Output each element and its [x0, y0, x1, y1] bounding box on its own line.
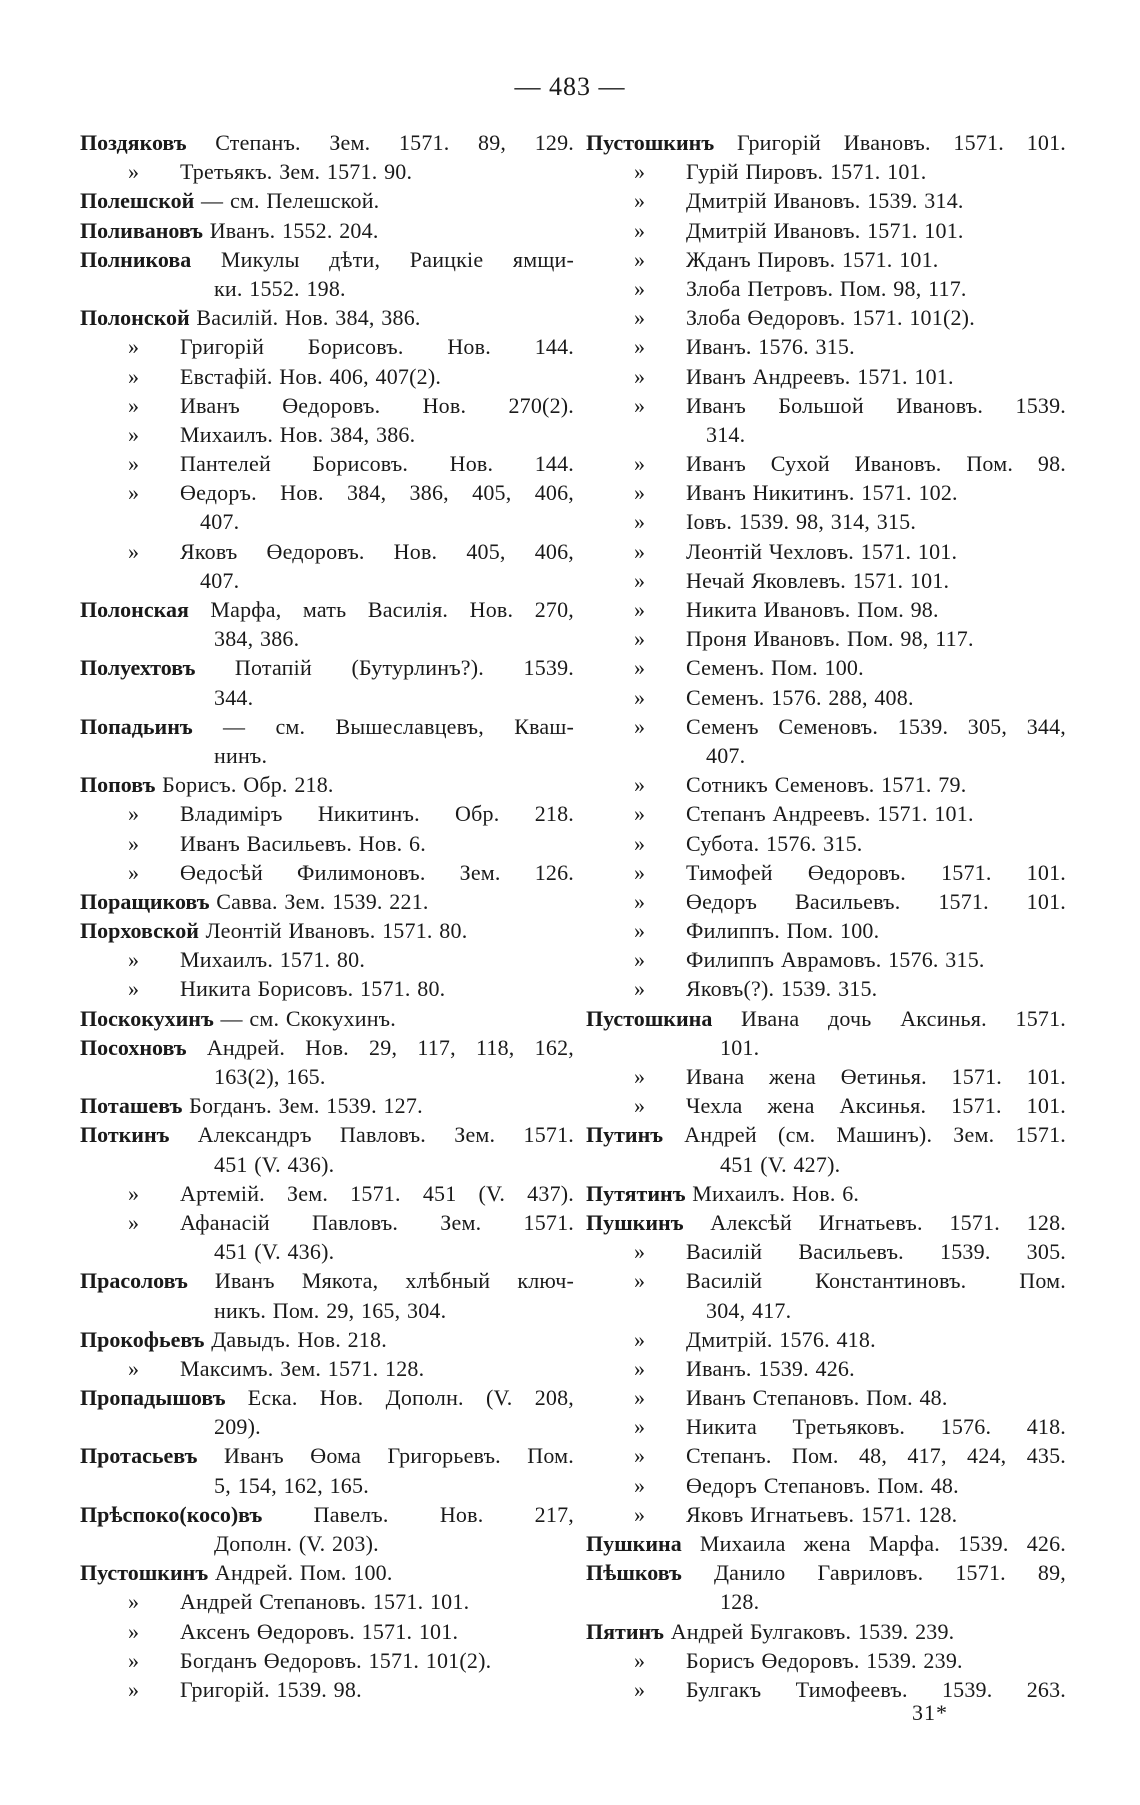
entry-text: — см. Пелешской. [201, 188, 380, 214]
entry-text: Степанъ. Зем. 1571. 89, 129. [215, 130, 574, 155]
entry-text: Давыдъ. Нов. 218. [211, 1326, 387, 1352]
ditto-mark: » [634, 567, 646, 593]
ditto-mark: » [634, 334, 646, 360]
index-subentry [586, 712, 1066, 741]
index-subentry [80, 858, 574, 887]
entry-text: Иванъ Өома Григорьевъ. Пом. [223, 1443, 575, 1469]
ditto-mark: » [634, 830, 646, 856]
entry-continuation: 407. [200, 567, 240, 593]
entry-surname: Полешской [80, 188, 195, 214]
entry-continuation: Дополн. (V. 203). [214, 1531, 379, 1556]
ditto-mark: » [128, 1209, 140, 1235]
entry-text: Андрей (см. Машинъ). Зем. 1571. [684, 1122, 1066, 1148]
entry-continuation: 451 (V. 427). [720, 1151, 841, 1177]
index-subentry [80, 478, 574, 507]
entry-text: Никита Борисовъ. 1571. 80. [180, 976, 446, 1002]
entry-surname: Поращиковъ [80, 888, 210, 914]
ditto-mark: » [634, 684, 646, 710]
index-subentry [586, 770, 1066, 799]
index-subentry [586, 887, 1066, 916]
entry-continuation: 451 (V. 436). [214, 1239, 335, 1265]
index-subentry [586, 858, 1066, 887]
entry-surname: Прасоловъ [80, 1268, 188, 1294]
index-subentry [586, 1412, 1066, 1441]
entry-text: Еска. Нов. Дополн. (V. 208, [247, 1385, 574, 1411]
entry-text: Дмитрій Ивановъ. 1539. 314. [686, 188, 964, 214]
entry-text: Никита Ивановъ. Пом. 98. [686, 597, 939, 622]
entry-surname: Путятинъ [586, 1180, 686, 1206]
entry-text: Иванъ Сухой Ивановъ. Пом. 98. [686, 451, 1066, 477]
entry-text: Потапій (Бутурлинъ?). 1539. [234, 655, 574, 681]
index-subentry [586, 653, 1066, 682]
ditto-mark: » [128, 159, 140, 185]
index-entry [80, 216, 574, 245]
index-subentry [586, 1325, 1066, 1354]
index-subentry [80, 1646, 574, 1675]
ditto-mark: » [128, 421, 140, 447]
index-subentry [80, 1587, 574, 1616]
entry-text: Проня Ивановъ. Пом. 98, 117. [686, 626, 974, 652]
ditto-mark: » [634, 655, 646, 681]
entry-text: Иванъ Никитинъ. 1571. 102. [686, 480, 958, 506]
index-entry [586, 1120, 1066, 1149]
index-subentry [80, 332, 574, 361]
index-subentry [586, 1266, 1066, 1295]
index-entry [80, 916, 574, 945]
index-subentry [586, 1471, 1066, 1500]
index-subentry [586, 362, 1066, 391]
ditto-mark: » [634, 363, 646, 389]
entry-text: Василій Константиновъ. Пом. [686, 1268, 1066, 1294]
ditto-mark: » [128, 334, 140, 360]
ditto-mark: » [128, 363, 140, 389]
entry-text: Дмитрій Ивановъ. 1571. 101. [686, 217, 964, 243]
ditto-mark: » [128, 976, 140, 1002]
entry-text: Өедосѣй Филимоновъ. Зем. 126. [180, 859, 574, 885]
ditto-mark: » [634, 713, 646, 739]
entry-surname: Пропадышовъ [80, 1385, 226, 1411]
ditto-mark: » [634, 451, 646, 477]
ditto-mark: » [128, 538, 140, 564]
index-entry [586, 128, 1066, 157]
entry-surname: Поткинъ [80, 1122, 170, 1148]
ditto-mark: » [128, 1180, 140, 1206]
index-entry [80, 1441, 574, 1470]
index-subentry [80, 945, 574, 974]
ditto-mark: » [634, 275, 646, 301]
ditto-mark: » [128, 1355, 140, 1381]
ditto-mark: » [634, 918, 646, 944]
index-entry [80, 1266, 574, 1295]
entry-text: Савва. Зем. 1539. 221. [216, 888, 429, 914]
entry-text: Алексѣй Игнатьевъ. 1571. 128. [710, 1209, 1066, 1235]
index-entry [80, 128, 574, 157]
entry-text: Иванъ Мякота, хлѣбный ключ- [214, 1268, 574, 1294]
ditto-mark: » [634, 947, 646, 973]
entry-text: Иванъ Өедоровъ. Нов. 270(2). [180, 392, 574, 418]
entry-text: Богданъ. Зем. 1539. 127. [189, 1093, 423, 1119]
entry-text: Борисъ Өедоровъ. 1539. 239. [686, 1647, 963, 1673]
ditto-mark: » [634, 1414, 646, 1440]
index-subentry [80, 537, 574, 566]
entry-text: Филиппъ. Пом. 100. [686, 918, 880, 944]
entry-text: Богданъ Өедоровъ. 1571. 101(2). [180, 1647, 492, 1673]
entry-text: Третьякъ. Зем. 1571. 90. [180, 159, 413, 185]
index-subentry [586, 332, 1066, 361]
index-entry [586, 1529, 1066, 1558]
ditto-mark: » [634, 597, 646, 622]
index-column-left [80, 128, 574, 1704]
entry-surname: Прокофьевъ [80, 1326, 205, 1352]
entry-continuation: 344. [214, 684, 254, 710]
index-entry [586, 1617, 1066, 1646]
index-entry [80, 1500, 574, 1529]
index-subentry [586, 1354, 1066, 1383]
entry-surname: Полонская [80, 597, 189, 622]
entry-text: Булгакъ Тимофеевъ. 1539. 263. [686, 1676, 1066, 1702]
index-subentry [586, 303, 1066, 332]
entry-text: Яковъ Өедоровъ. Нов. 405, 406, [180, 538, 574, 564]
entry-continuation: 314. [706, 421, 746, 447]
index-subentry [586, 1646, 1066, 1675]
entry-continuation: 384, 386. [214, 626, 300, 652]
ditto-mark: » [634, 1268, 646, 1294]
index-subentry [586, 1091, 1066, 1120]
index-entry [80, 595, 574, 624]
ditto-mark: » [634, 1385, 646, 1411]
index-entry [80, 303, 574, 332]
index-subentry [586, 1500, 1066, 1529]
entry-text: Аксенъ Өедоровъ. 1571. 101. [180, 1618, 459, 1644]
entry-continuation: 407. [200, 509, 240, 535]
index-entry [586, 1004, 1066, 1033]
entry-text: Степанъ Андреевъ. 1571. 101. [686, 801, 974, 827]
index-subentry [586, 537, 1066, 566]
entry-text: Гурій Пировъ. 1571. 101. [686, 159, 927, 185]
index-subentry [586, 595, 1066, 624]
index-entry [586, 1208, 1066, 1237]
index-subentry [586, 945, 1066, 974]
entry-text: Ивана жена Өетинья. 1571. 101. [686, 1064, 1066, 1089]
entry-text: Василій Васильевъ. 1539. 305. [686, 1239, 1066, 1265]
entry-text: Афанасій Павловъ. Зем. 1571. [180, 1209, 574, 1235]
entry-surname: Протасьевъ [80, 1443, 198, 1469]
entry-text: Андрей Степановъ. 1571. 101. [180, 1589, 470, 1615]
entry-text: Андрей. Нов. 29, 117, 118, 162, [206, 1034, 574, 1060]
entry-text: Өедоръ. Нов. 384, 386, 405, 406, [180, 480, 574, 506]
ditto-mark: » [634, 772, 646, 798]
entry-text: Евстафій. Нов. 406, 407(2). [180, 363, 442, 389]
ditto-mark: » [128, 1676, 140, 1702]
entry-continuation: 163(2), 165. [214, 1064, 326, 1089]
entry-text: Нечай Яковлевъ. 1571. 101. [686, 567, 950, 593]
index-subentry [80, 391, 574, 420]
entry-continuation: никъ. Пом. 29, 165, 304. [214, 1297, 447, 1323]
entry-continuation: 5, 154, 162, 165. [214, 1472, 369, 1498]
entry-surname: Пятинъ [586, 1618, 664, 1644]
index-subentry [80, 1179, 574, 1208]
index-entry [80, 186, 574, 215]
ditto-mark: » [634, 1093, 646, 1119]
ditto-mark: » [634, 217, 646, 243]
entry-text: Андрей. Пом. 100. [214, 1560, 393, 1586]
entry-surname: Поздяковъ [80, 130, 187, 155]
entry-text: Андрей Булгаковъ. 1539. 239. [670, 1618, 955, 1644]
index-entry [80, 1558, 574, 1587]
index-subentry [80, 1617, 574, 1646]
ditto-mark: » [634, 1501, 646, 1527]
ditto-mark: » [634, 392, 646, 418]
ditto-mark: » [128, 830, 140, 856]
entry-text: Иванъ. 1576. 315. [686, 334, 855, 360]
entry-surname: Попадьинъ [80, 713, 193, 739]
index-subentry [586, 974, 1066, 1003]
ditto-mark: » [634, 1676, 646, 1702]
entry-continuation: ки. 1552. 198. [214, 275, 346, 301]
index-subentry [80, 1675, 574, 1704]
index-entry [80, 245, 574, 274]
entry-surname: Пѣшковъ [586, 1560, 682, 1586]
ditto-mark: » [128, 801, 140, 827]
ditto-mark: » [128, 1618, 140, 1644]
entry-continuation: 304, 417. [706, 1297, 792, 1323]
index-column-right [586, 128, 1066, 1704]
index-subentry [586, 274, 1066, 303]
entry-text: Яковъ Игнатьевъ. 1571. 128. [686, 1501, 958, 1527]
entry-surname: Поповъ [80, 772, 156, 798]
entry-text: Максимъ. Зем. 1571. 128. [180, 1355, 425, 1381]
ditto-mark: » [634, 188, 646, 214]
entry-surname: Поливановъ [80, 217, 204, 243]
entry-text: Яковъ(?). 1539. 315. [686, 976, 878, 1002]
entry-text: Григорій. 1539. 98. [180, 1676, 362, 1702]
index-entry [80, 653, 574, 682]
entry-text: Григорій Борисовъ. Нов. 144. [180, 334, 574, 360]
entry-text: Иванъ Большой Ивановъ. 1539. [686, 392, 1066, 418]
index-subentry [80, 1208, 574, 1237]
entry-text: Злоба Петровъ. Пом. 98, 117. [686, 275, 967, 301]
index-subentry [586, 624, 1066, 653]
ditto-mark: » [634, 1647, 646, 1673]
entry-text: Пантелей Борисовъ. Нов. 144. [180, 451, 574, 477]
ditto-mark: » [128, 392, 140, 418]
entry-text: Микулы дѣти, Раицкіе ямщи- [220, 246, 574, 272]
index-subentry [586, 1237, 1066, 1266]
index-entry [80, 770, 574, 799]
index-entry [80, 1325, 574, 1354]
entry-text: Субота. 1576. 315. [686, 830, 863, 856]
ditto-mark: » [634, 1443, 646, 1469]
entry-text: Иванъ Андреевъ. 1571. 101. [686, 363, 954, 389]
ditto-mark: » [634, 888, 646, 914]
index-subentry [586, 799, 1066, 828]
entry-continuation: 451 (V. 436). [214, 1151, 335, 1177]
index-entry [586, 1179, 1066, 1208]
entry-text: Григорій Ивановъ. 1571. 101. [736, 130, 1067, 155]
index-entry [586, 1558, 1066, 1587]
entry-surname: Пустошкинъ [586, 130, 715, 155]
ditto-mark: » [634, 626, 646, 652]
index-subentry [586, 1441, 1066, 1470]
index-subentry [80, 974, 574, 1003]
entry-text: Семенъ. Пом. 100. [686, 655, 864, 681]
entry-text: Жданъ Пировъ. 1571. 101. [686, 246, 939, 272]
index-subentry [586, 683, 1066, 712]
ditto-mark: » [634, 305, 646, 331]
index-subentry [586, 916, 1066, 945]
index-subentry [586, 507, 1066, 536]
index-entry [80, 887, 574, 916]
index-subentry [586, 566, 1066, 595]
entry-text: Іовъ. 1539. 98, 314, 315. [686, 509, 917, 535]
ditto-mark: » [128, 451, 140, 477]
index-subentry [586, 478, 1066, 507]
entry-text: Тимофей Өедоровъ. 1571. 101. [686, 859, 1066, 885]
entry-text: Леонтій Ивановъ. 1571. 80. [205, 918, 468, 944]
index-subentry [586, 1062, 1066, 1091]
ditto-mark: » [634, 976, 646, 1002]
entry-surname: Путинъ [586, 1122, 664, 1148]
entry-text: Леонтій Чехловъ. 1571. 101. [686, 538, 958, 564]
entry-text: Александръ Павловъ. Зем. 1571. [197, 1122, 574, 1148]
index-subentry [586, 186, 1066, 215]
ditto-mark: » [128, 1647, 140, 1673]
entry-surname: Пушкина [586, 1531, 682, 1556]
entry-surname: Полникова [80, 246, 192, 272]
entry-text: Семенъ Семеновъ. 1539. 305, 344, [686, 713, 1066, 739]
index-subentry [586, 829, 1066, 858]
entry-surname: Пустошкина [586, 1005, 713, 1031]
entry-text: Иванъ. 1539. 426. [686, 1355, 855, 1381]
index-entry [80, 1004, 574, 1033]
ditto-mark: » [128, 859, 140, 885]
entry-surname: Полонской [80, 305, 190, 331]
index-subentry [586, 1675, 1066, 1704]
entry-text: Иванъ Степановъ. Пом. 48. [686, 1385, 948, 1411]
entry-text: Данило Гавриловъ. 1571. 89, [713, 1560, 1066, 1586]
entry-text: Артемій. Зем. 1571. 451 (V. 437). [180, 1180, 574, 1206]
entry-text: Степанъ. Пом. 48, 417, 424, 435. [686, 1443, 1066, 1469]
entry-text: Сотникъ Семеновъ. 1571. 79. [686, 772, 967, 798]
index-subentry [586, 216, 1066, 245]
ditto-mark: » [634, 859, 646, 885]
entry-text: Владиміръ Никитинъ. Обр. 218. [180, 801, 574, 827]
index-entry [80, 1033, 574, 1062]
entry-surname: Поташевъ [80, 1093, 183, 1119]
index-entry [80, 1120, 574, 1149]
index-subentry [80, 157, 574, 186]
entry-surname: Посохновъ [80, 1034, 187, 1060]
index-entry [80, 712, 574, 741]
entry-text: Михаила жена Марфа. 1539. 426. [699, 1531, 1066, 1556]
entry-continuation: нинъ. [214, 742, 268, 768]
ditto-mark: » [634, 1326, 646, 1352]
entry-text: — см. Вышеславцевъ, Кваш- [223, 713, 574, 739]
index-subentry [586, 449, 1066, 478]
entry-text: Михаилъ. Нов. 384, 386. [180, 421, 416, 447]
entry-text: Семенъ. 1576. 288, 408. [686, 684, 914, 710]
index-subentry [586, 245, 1066, 274]
index-subentry [80, 420, 574, 449]
entry-surname: Пушкинъ [586, 1209, 684, 1235]
entry-text: Иванъ Васильевъ. Нов. 6. [180, 830, 426, 856]
entry-text: — см. Скокухинъ. [220, 1005, 396, 1031]
entry-text: Иванъ. 1552. 204. [209, 217, 379, 243]
entry-continuation: 128. [720, 1589, 760, 1615]
entry-surname: Порховской [80, 918, 199, 944]
index-entry [80, 1383, 574, 1412]
ditto-mark: » [634, 1355, 646, 1381]
entry-text: Ивана дочь Аксинья. 1571. [741, 1005, 1066, 1031]
ditto-mark: » [128, 947, 140, 973]
ditto-mark: » [128, 480, 140, 506]
entry-continuation: 407. [706, 742, 746, 768]
index-subentry [80, 799, 574, 828]
index-subentry [586, 391, 1066, 420]
index-subentry [586, 157, 1066, 186]
entry-text: Чехла жена Аксинья. 1571. 101. [686, 1093, 1066, 1119]
ditto-mark: » [634, 1472, 646, 1498]
ditto-mark: » [634, 246, 646, 272]
entry-surname: Поскокухинъ [80, 1005, 214, 1031]
ditto-mark: » [634, 538, 646, 564]
entry-surname: Полуехтовъ [80, 655, 196, 681]
printer-signature-mark: 31* [912, 1700, 948, 1725]
ditto-mark: » [634, 509, 646, 535]
index-entry [80, 1091, 574, 1120]
entry-continuation: 101. [720, 1034, 760, 1060]
ditto-mark: » [128, 1589, 140, 1615]
entry-surname: Пустошкинъ [80, 1560, 209, 1586]
ditto-mark: » [634, 1239, 646, 1265]
entry-text: Павелъ. Нов. 217, [313, 1501, 574, 1527]
ditto-mark: » [634, 159, 646, 185]
ditto-mark: » [634, 1064, 646, 1089]
page-number: — 483 — [514, 72, 626, 101]
entry-text: Филиппъ Аврамовъ. 1576. 315. [686, 947, 985, 973]
entry-text: Өедоръ Степановъ. Пом. 48. [686, 1472, 959, 1498]
index-subentry [80, 1354, 574, 1383]
ditto-mark: » [634, 801, 646, 827]
index-subentry [80, 829, 574, 858]
entry-text: Михаилъ. 1571. 80. [180, 947, 366, 973]
index-subentry [586, 1383, 1066, 1412]
entry-text: Михаилъ. Нов. 6. [692, 1180, 860, 1206]
entry-surname: Прѣспоко(косо)въ [80, 1501, 263, 1527]
entry-text: Злоба Өедоровъ. 1571. 101(2). [686, 305, 975, 331]
ditto-mark: » [634, 480, 646, 506]
entry-text: Василій. Нов. 384, 386. [196, 305, 421, 331]
entry-text: Марфа, мать Василія. Нов. 270, [210, 597, 575, 622]
index-subentry [80, 449, 574, 478]
entry-text: Никита Третьяковъ. 1576. 418. [686, 1414, 1066, 1440]
entry-continuation: 209). [214, 1414, 261, 1440]
entry-text: Борисъ. Обр. 218. [162, 772, 334, 798]
entry-text: Өедоръ Васильевъ. 1571. 101. [686, 888, 1066, 914]
index-subentry [80, 362, 574, 391]
entry-text: Дмитрій. 1576. 418. [686, 1326, 876, 1352]
